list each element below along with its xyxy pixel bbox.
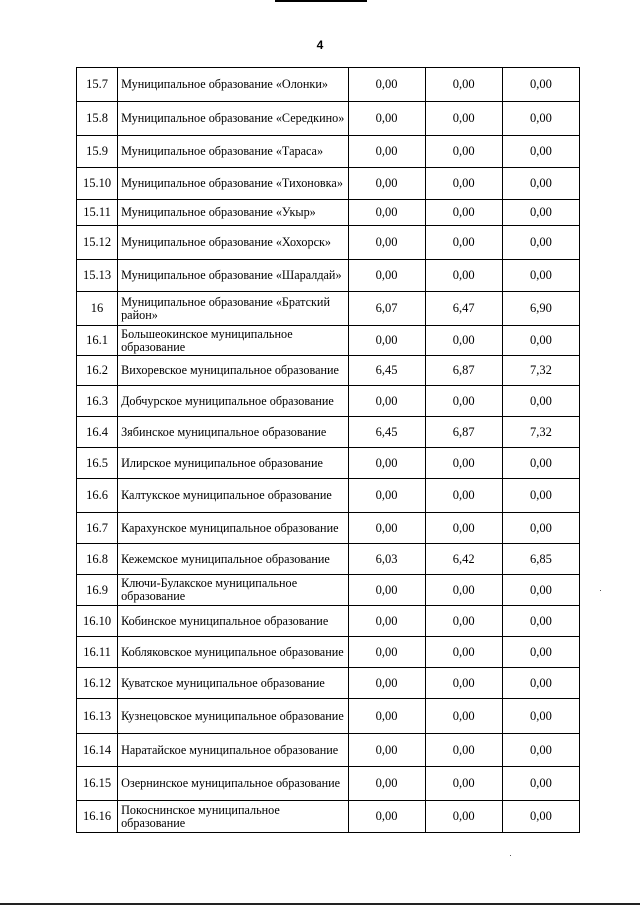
table-row [77, 136, 580, 168]
row-value-2: 0,00 [425, 801, 502, 833]
row-value-3: 7,32 [502, 356, 579, 386]
row-value-3: 0,00 [502, 168, 579, 200]
row-number: 15.8 [77, 102, 118, 136]
table-row [77, 448, 580, 479]
table-row [77, 102, 580, 136]
row-value-2: 0,00 [425, 386, 502, 417]
row-value-1: 0,00 [348, 168, 425, 200]
row-number: 15.7 [77, 68, 118, 102]
row-value-1: 0,00 [348, 699, 425, 734]
table-row [77, 637, 580, 668]
row-value-3: 0,00 [502, 637, 579, 668]
row-value-3: 0,00 [502, 479, 579, 513]
table-row [77, 417, 580, 448]
scan-speck [510, 855, 511, 856]
row-value-1: 0,00 [348, 801, 425, 833]
row-value-1: 0,00 [348, 136, 425, 168]
table-row [77, 326, 580, 356]
row-number: 15.11 [77, 200, 118, 226]
row-value-3: 0,00 [502, 260, 579, 292]
row-number: 16.10 [77, 606, 118, 637]
row-name: Карахунское муниципальное образование [118, 513, 348, 544]
row-name: Муниципальное образование «Середкино» [118, 102, 348, 136]
row-number: 16.12 [77, 668, 118, 699]
row-value-2: 0,00 [425, 668, 502, 699]
row-name: Муниципальное образование «Олонки» [118, 68, 348, 102]
table-row [77, 200, 580, 226]
row-value-3: 0,00 [502, 606, 579, 637]
row-value-2: 6,87 [425, 417, 502, 448]
row-value-1: 6,45 [348, 417, 425, 448]
row-name: Муниципальное образование «Шаралдай» [118, 260, 348, 292]
table-row [77, 734, 580, 767]
table-row [77, 668, 580, 699]
scan-speck [600, 590, 601, 591]
row-number: 16.3 [77, 386, 118, 417]
row-number: 16.11 [77, 637, 118, 668]
row-value-1: 0,00 [348, 767, 425, 801]
row-number: 16.1 [77, 326, 118, 356]
row-value-2: 0,00 [425, 479, 502, 513]
row-value-2: 0,00 [425, 226, 502, 260]
row-number: 16.8 [77, 544, 118, 575]
table-row [77, 356, 580, 386]
row-value-1: 0,00 [348, 68, 425, 102]
row-number: 16.14 [77, 734, 118, 767]
row-value-2: 6,87 [425, 356, 502, 386]
row-name: Муниципальное образование «Тихоновка» [118, 168, 348, 200]
row-number: 16.13 [77, 699, 118, 734]
row-name: Илирское муниципальное образование [118, 448, 348, 479]
row-value-1: 6,45 [348, 356, 425, 386]
row-name: Озернинское муниципальное образование [118, 767, 348, 801]
row-name: Большеокинское муниципальное образование [118, 326, 348, 356]
row-value-2: 0,00 [425, 513, 502, 544]
row-value-2: 0,00 [425, 200, 502, 226]
row-value-3: 0,00 [502, 668, 579, 699]
row-number: 16.7 [77, 513, 118, 544]
row-value-2: 0,00 [425, 102, 502, 136]
row-value-1: 0,00 [348, 226, 425, 260]
row-value-3: 0,00 [502, 575, 579, 606]
row-name: Кобляковское муниципальное образование [118, 637, 348, 668]
row-value-3: 0,00 [502, 767, 579, 801]
table-row [77, 386, 580, 417]
row-number: 16.6 [77, 479, 118, 513]
row-value-2: 6,47 [425, 292, 502, 326]
row-value-2: 0,00 [425, 734, 502, 767]
row-value-3: 0,00 [502, 226, 579, 260]
row-value-1: 0,00 [348, 637, 425, 668]
table-row [77, 544, 580, 575]
row-value-1: 0,00 [348, 260, 425, 292]
row-value-3: 7,32 [502, 417, 579, 448]
page-number: 4 [316, 38, 324, 52]
row-value-2: 0,00 [425, 260, 502, 292]
row-value-1: 0,00 [348, 102, 425, 136]
row-value-3: 0,00 [502, 448, 579, 479]
row-value-3: 0,00 [502, 102, 579, 136]
row-value-3: 0,00 [502, 513, 579, 544]
municipal-table [76, 67, 580, 833]
row-number: 16.9 [77, 575, 118, 606]
row-name: Кежемское муниципальное образование [118, 544, 348, 575]
row-value-2: 6,42 [425, 544, 502, 575]
table-row [77, 479, 580, 513]
row-value-2: 0,00 [425, 168, 502, 200]
row-value-3: 0,00 [502, 801, 579, 833]
row-value-1: 0,00 [348, 606, 425, 637]
row-name: Кузнецовское муниципальное образование [118, 699, 348, 734]
row-value-2: 0,00 [425, 136, 502, 168]
row-value-2: 0,00 [425, 699, 502, 734]
row-number: 16.5 [77, 448, 118, 479]
row-number: 15.12 [77, 226, 118, 260]
table-row [77, 292, 580, 326]
row-value-2: 0,00 [425, 575, 502, 606]
row-value-1: 0,00 [348, 386, 425, 417]
table-row [77, 226, 580, 260]
row-name: Муниципальное образование «Братский район» [118, 292, 348, 326]
row-value-3: 0,00 [502, 386, 579, 417]
row-name: Зябинское муниципальное образование [118, 417, 348, 448]
row-number: 16 [77, 292, 118, 326]
row-number: 16.4 [77, 417, 118, 448]
row-number: 16.15 [77, 767, 118, 801]
row-number: 16.2 [77, 356, 118, 386]
row-value-2: 0,00 [425, 606, 502, 637]
table-row [77, 260, 580, 292]
row-name: Наратайское муниципальное образование [118, 734, 348, 767]
row-value-2: 0,00 [425, 637, 502, 668]
row-value-1: 0,00 [348, 513, 425, 544]
row-value-3: 0,00 [502, 699, 579, 734]
row-name: Калтукское муниципальное образование [118, 479, 348, 513]
row-name: Добчурское муниципальное образование [118, 386, 348, 417]
row-value-3: 6,85 [502, 544, 579, 575]
row-value-3: 0,00 [502, 68, 579, 102]
table-row [77, 68, 580, 102]
row-number: 15.13 [77, 260, 118, 292]
row-value-2: 0,00 [425, 448, 502, 479]
row-value-2: 0,00 [425, 326, 502, 356]
row-number: 16.16 [77, 801, 118, 833]
row-value-3: 0,00 [502, 734, 579, 767]
row-value-1: 0,00 [348, 326, 425, 356]
row-value-1: 0,00 [348, 734, 425, 767]
header-rule [275, 0, 367, 2]
row-value-1: 0,00 [348, 575, 425, 606]
row-number: 15.10 [77, 168, 118, 200]
table-row [77, 513, 580, 544]
row-name: Кобинское муниципальное образование [118, 606, 348, 637]
row-name: Вихоревское муниципальное образование [118, 356, 348, 386]
row-name: Куватское муниципальное образование [118, 668, 348, 699]
row-name: Покоснинское муниципальное образование [118, 801, 348, 833]
row-value-3: 0,00 [502, 326, 579, 356]
table-row [77, 168, 580, 200]
row-value-1: 0,00 [348, 479, 425, 513]
row-name: Ключи-Булакское муниципальное образование [118, 575, 348, 606]
row-value-1: 0,00 [348, 448, 425, 479]
row-name: Муниципальное образование «Тараса» [118, 136, 348, 168]
row-value-1: 0,00 [348, 200, 425, 226]
row-value-1: 6,03 [348, 544, 425, 575]
table-row [77, 801, 580, 833]
table-row [77, 767, 580, 801]
table-row [77, 699, 580, 734]
row-number: 15.9 [77, 136, 118, 168]
row-value-1: 6,07 [348, 292, 425, 326]
row-value-3: 0,00 [502, 200, 579, 226]
row-value-2: 0,00 [425, 767, 502, 801]
row-value-2: 0,00 [425, 68, 502, 102]
table-row [77, 575, 580, 606]
row-name: Муниципальное образование «Хохорск» [118, 226, 348, 260]
row-value-1: 0,00 [348, 668, 425, 699]
row-value-3: 6,90 [502, 292, 579, 326]
row-value-3: 0,00 [502, 136, 579, 168]
table-body [77, 68, 580, 833]
table-row [77, 606, 580, 637]
row-name: Муниципальное образование «Укыр» [118, 200, 348, 226]
